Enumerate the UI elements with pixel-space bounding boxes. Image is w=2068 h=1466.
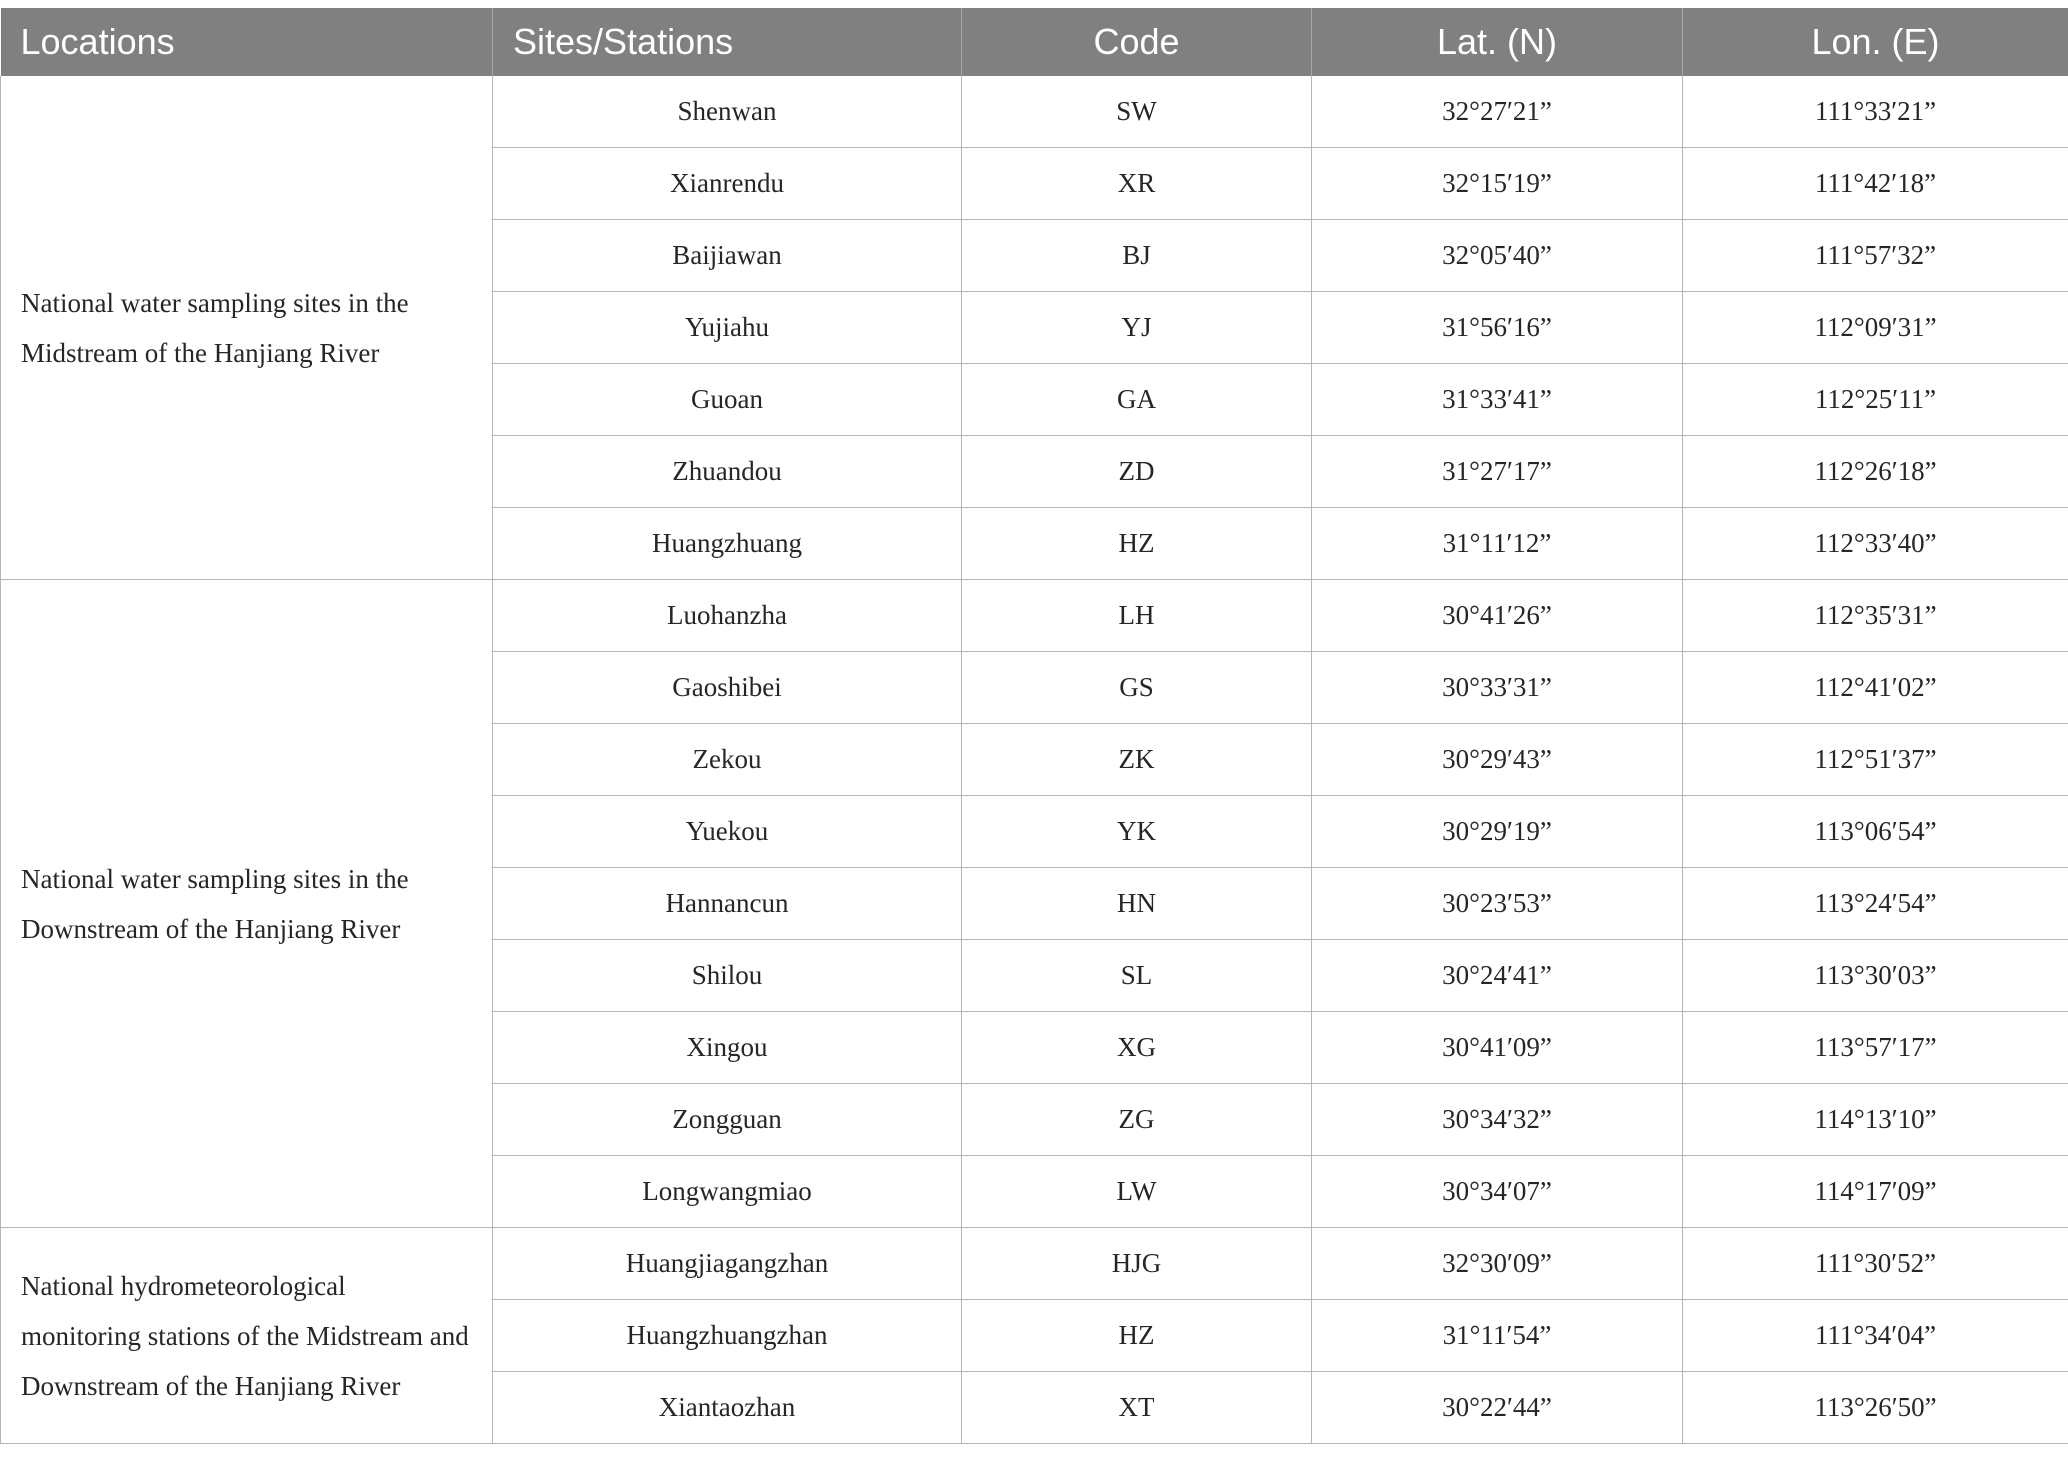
lat-cell: 30°29′19” [1312,796,1683,868]
code-cell: HZ [962,1300,1312,1372]
table-header [1,8,2068,76]
lon-cell: 113°30′03” [1683,940,2068,1012]
header-lon: Lon. (E) [1683,8,2068,76]
code-cell: LH [962,580,1312,652]
site-cell: Xianrendu [493,148,962,220]
site-cell: Shilou [493,940,962,1012]
data-table-container [0,8,2068,1444]
lon-cell: 114°17′09” [1683,1156,2068,1228]
lon-cell: 111°57′32” [1683,220,2068,292]
lat-cell: 31°27′17” [1312,436,1683,508]
code-cell: ZK [962,724,1312,796]
location-cell: National water sampling sites in the Downstream of the Hanjiang River [1,580,493,1228]
lon-cell: 112°26′18” [1683,436,2068,508]
code-cell: YK [962,796,1312,868]
lat-cell: 31°11′54” [1312,1300,1683,1372]
code-cell: BJ [962,220,1312,292]
lat-cell: 30°34′07” [1312,1156,1683,1228]
code-cell: HN [962,868,1312,940]
table-row [1,580,2068,652]
code-cell: SW [962,76,1312,148]
code-cell: ZG [962,1084,1312,1156]
code-cell: XG [962,1012,1312,1084]
site-cell: Hannancun [493,868,962,940]
sites-table [0,8,2068,1444]
code-cell: HZ [962,508,1312,580]
lat-cell: 30°29′43” [1312,724,1683,796]
lon-cell: 112°25′11” [1683,364,2068,436]
header-code: Code [962,8,1312,76]
site-cell: Huangzhuang [493,508,962,580]
lat-cell: 32°30′09” [1312,1228,1683,1300]
site-cell: Longwangmiao [493,1156,962,1228]
lon-cell: 111°34′04” [1683,1300,2068,1372]
lat-cell: 32°05′40” [1312,220,1683,292]
lat-cell: 32°27′21” [1312,76,1683,148]
lon-cell: 112°33′40” [1683,508,2068,580]
code-cell: ZD [962,436,1312,508]
header-sites: Sites/Stations [493,8,962,76]
code-cell: SL [962,940,1312,1012]
code-cell: XT [962,1372,1312,1444]
lat-cell: 30°34′32” [1312,1084,1683,1156]
lon-cell: 112°35′31” [1683,580,2068,652]
table-row [1,76,2068,148]
site-cell: Gaoshibei [493,652,962,724]
lat-cell: 32°15′19” [1312,148,1683,220]
site-cell: Xingou [493,1012,962,1084]
table-row [1,1228,2068,1300]
site-cell: Huangzhuangzhan [493,1300,962,1372]
site-cell: Shenwan [493,76,962,148]
lat-cell: 31°56′16” [1312,292,1683,364]
site-cell: Zongguan [493,1084,962,1156]
lon-cell: 113°06′54” [1683,796,2068,868]
lat-cell: 30°22′44” [1312,1372,1683,1444]
lat-cell: 30°41′26” [1312,580,1683,652]
lon-cell: 113°26′50” [1683,1372,2068,1444]
lon-cell: 113°24′54” [1683,868,2068,940]
header-row [1,8,2068,76]
site-cell: Zekou [493,724,962,796]
site-cell: Yujiahu [493,292,962,364]
table-body [1,76,2068,1444]
code-cell: HJG [962,1228,1312,1300]
site-cell: Guoan [493,364,962,436]
header-lat: Lat. (N) [1312,8,1683,76]
lon-cell: 112°51′37” [1683,724,2068,796]
header-locations: Locations [1,8,493,76]
location-cell: National hydrometeorological monitoring stations of the Midstream and Downstream of the Hanjiang River [1,1228,493,1444]
lon-cell: 112°41′02” [1683,652,2068,724]
code-cell: GS [962,652,1312,724]
lon-cell: 113°57′17” [1683,1012,2068,1084]
site-cell: Huangjiagangzhan [493,1228,962,1300]
site-cell: Zhuandou [493,436,962,508]
code-cell: GA [962,364,1312,436]
lat-cell: 30°33′31” [1312,652,1683,724]
lon-cell: 111°30′52” [1683,1228,2068,1300]
site-cell: Yuekou [493,796,962,868]
lon-cell: 111°42′18” [1683,148,2068,220]
code-cell: LW [962,1156,1312,1228]
code-cell: XR [962,148,1312,220]
site-cell: Xiantaozhan [493,1372,962,1444]
site-cell: Luohanzha [493,580,962,652]
lon-cell: 112°09′31” [1683,292,2068,364]
lon-cell: 111°33′21” [1683,76,2068,148]
site-cell: Baijiawan [493,220,962,292]
lat-cell: 30°24′41” [1312,940,1683,1012]
location-cell: National water sampling sites in the Midstream of the Hanjiang River [1,76,493,580]
lat-cell: 30°23′53” [1312,868,1683,940]
code-cell: YJ [962,292,1312,364]
lat-cell: 31°33′41” [1312,364,1683,436]
lat-cell: 30°41′09” [1312,1012,1683,1084]
lon-cell: 114°13′10” [1683,1084,2068,1156]
lat-cell: 31°11′12” [1312,508,1683,580]
